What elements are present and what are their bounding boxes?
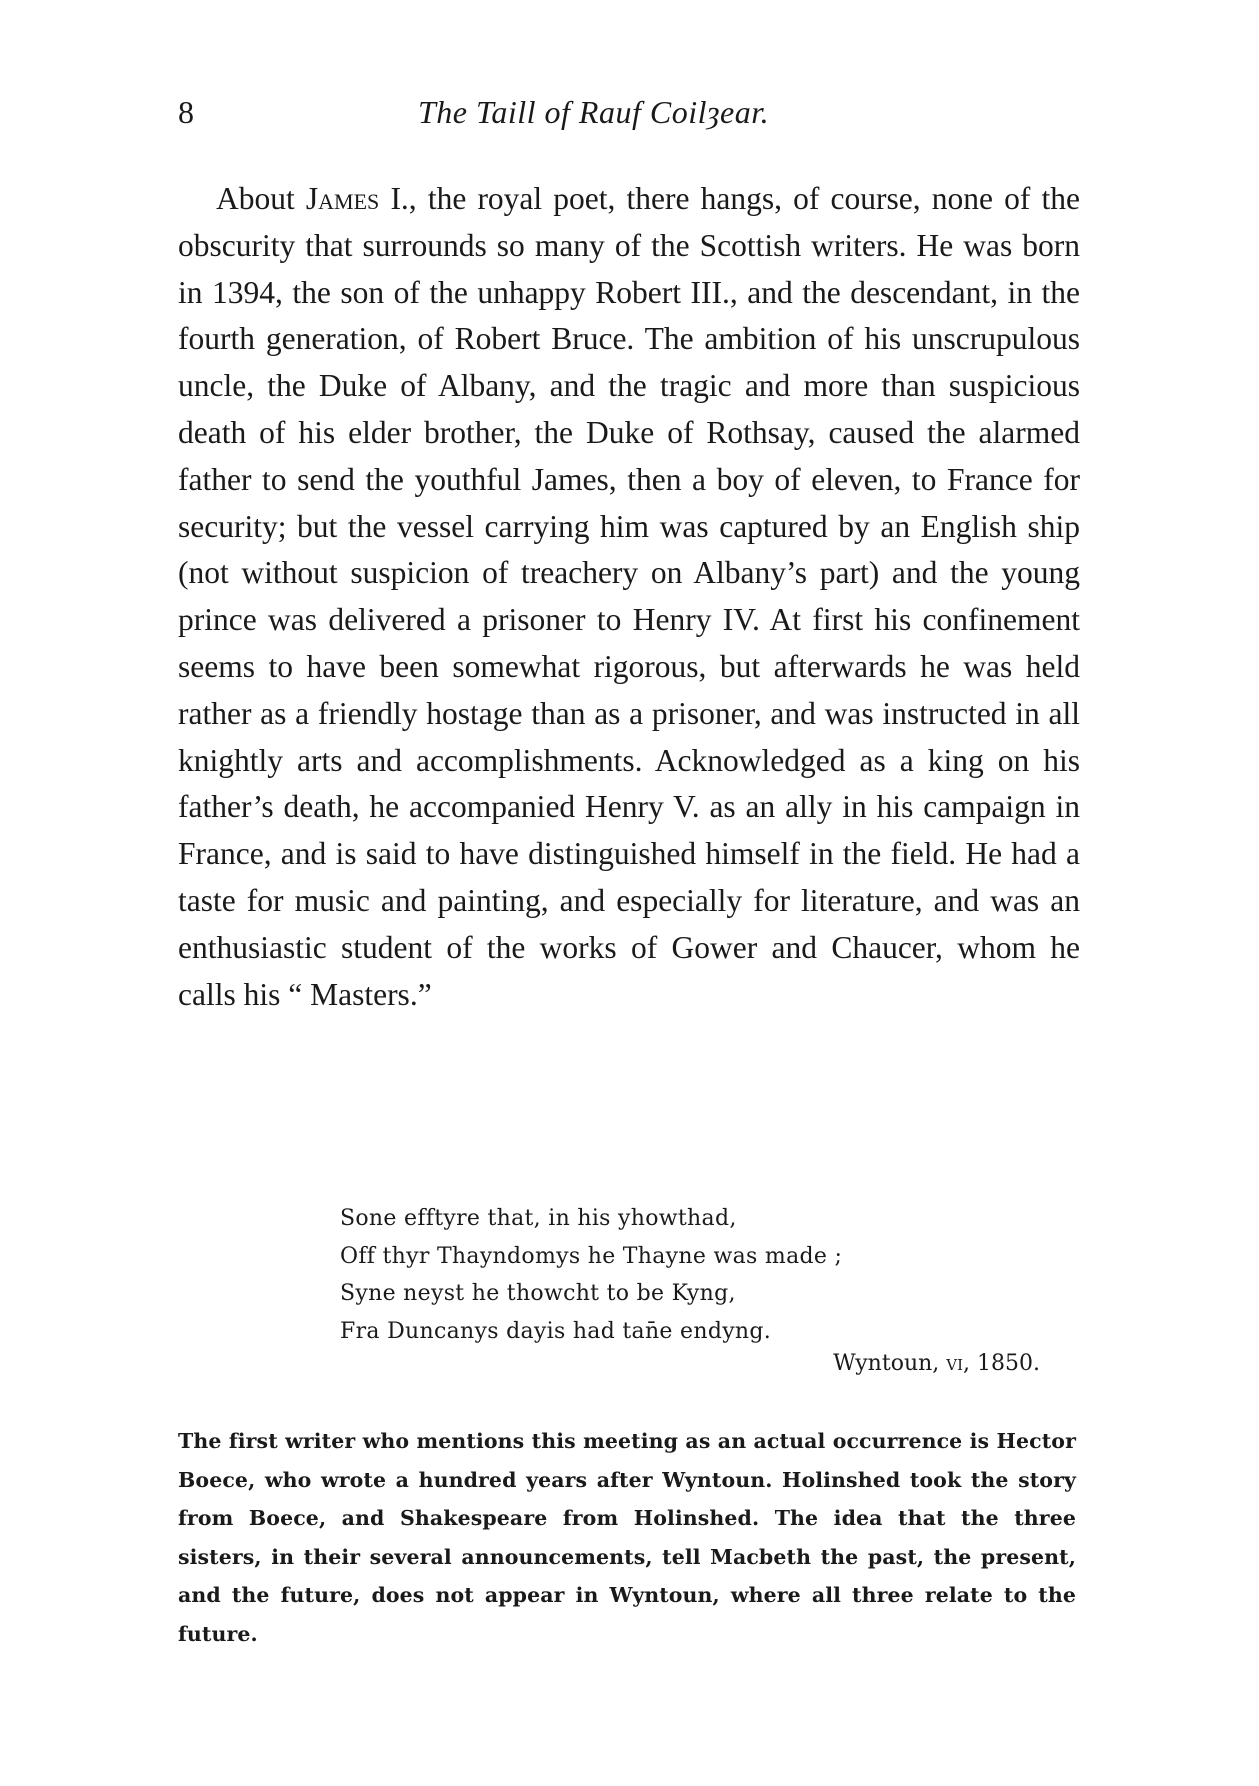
attribution-author: Wyntoun,: [833, 1351, 947, 1376]
paragraph-text: I., the royal poet, there hangs, of course, none of the obscurity that surrounds so many of the Scottish writers. He was born in 1394, the son of the unhappy Robert III., and the descendant, in the fourth generation, of Robert Bruce. The ambition of his unscrupulous uncle, the Duke of Albany, and the tragic and more than suspicious death of his elder brother, the Duke of Rothsay, caused the alarmed father to send the youthful James, then a boy of eleven, to France for security; but the vessel carrying him was captured by an English ship (not without suspicion of treachery on Albany’s part) and the young prince was delivered a prisoner to Henry IV. At first his confinement seems to have been somewhat rigorous, but afterwards he was held rather as a friendly hostage than as a prisoner, and was instructed in all knightly arts and accomplishments. Acknowledged as a king on his father’s death, he accompanied Henry V. as an ally in his campaign in France, and is said to have distinguished himself in the field. He had a taste for music and painting, and especially for literature, and was an enthusiastic student of the works of Gower and Chaucer, whom he calls his “ Masters.”: [178, 181, 1081, 1012]
smallcaps-name: James: [305, 181, 380, 216]
verse-line: Fra Duncanys dayis had tan̄e endyng.: [340, 1318, 772, 1344]
verse-line: Off thyr Thayndomys he Thayne was made ;: [340, 1243, 843, 1269]
running-title: The Taill of Rauf Coilȝear.: [418, 94, 770, 130]
page-number: 8: [178, 94, 194, 130]
attribution-line: , 1850.: [963, 1351, 1040, 1376]
verse-quotation: [340, 1200, 1080, 1350]
footnote: The first writer who mentions this meeting as an actual occurrence is Hector Boece, who wrote a hundred years after Wyntoun. Holinshed took the story from Boece, and Shakespeare from Holinshed. The idea that the three sisters, in their several announcements, tell Macbeth the past, the present, and the future, does not appear in Wyntoun, where all three relate to the future.: [178, 1429, 1076, 1646]
attribution-volume: vi: [946, 1351, 964, 1376]
main-paragraph: [178, 176, 1080, 1018]
verse-line: Sone efftyre that, in his yhowthad,: [340, 1206, 737, 1231]
opening-word: About: [216, 181, 306, 216]
verse-line: Syne neyst he thowcht to be Kyng,: [340, 1281, 736, 1306]
page-header: [178, 92, 1078, 136]
verse-attribution: [600, 1347, 1040, 1381]
